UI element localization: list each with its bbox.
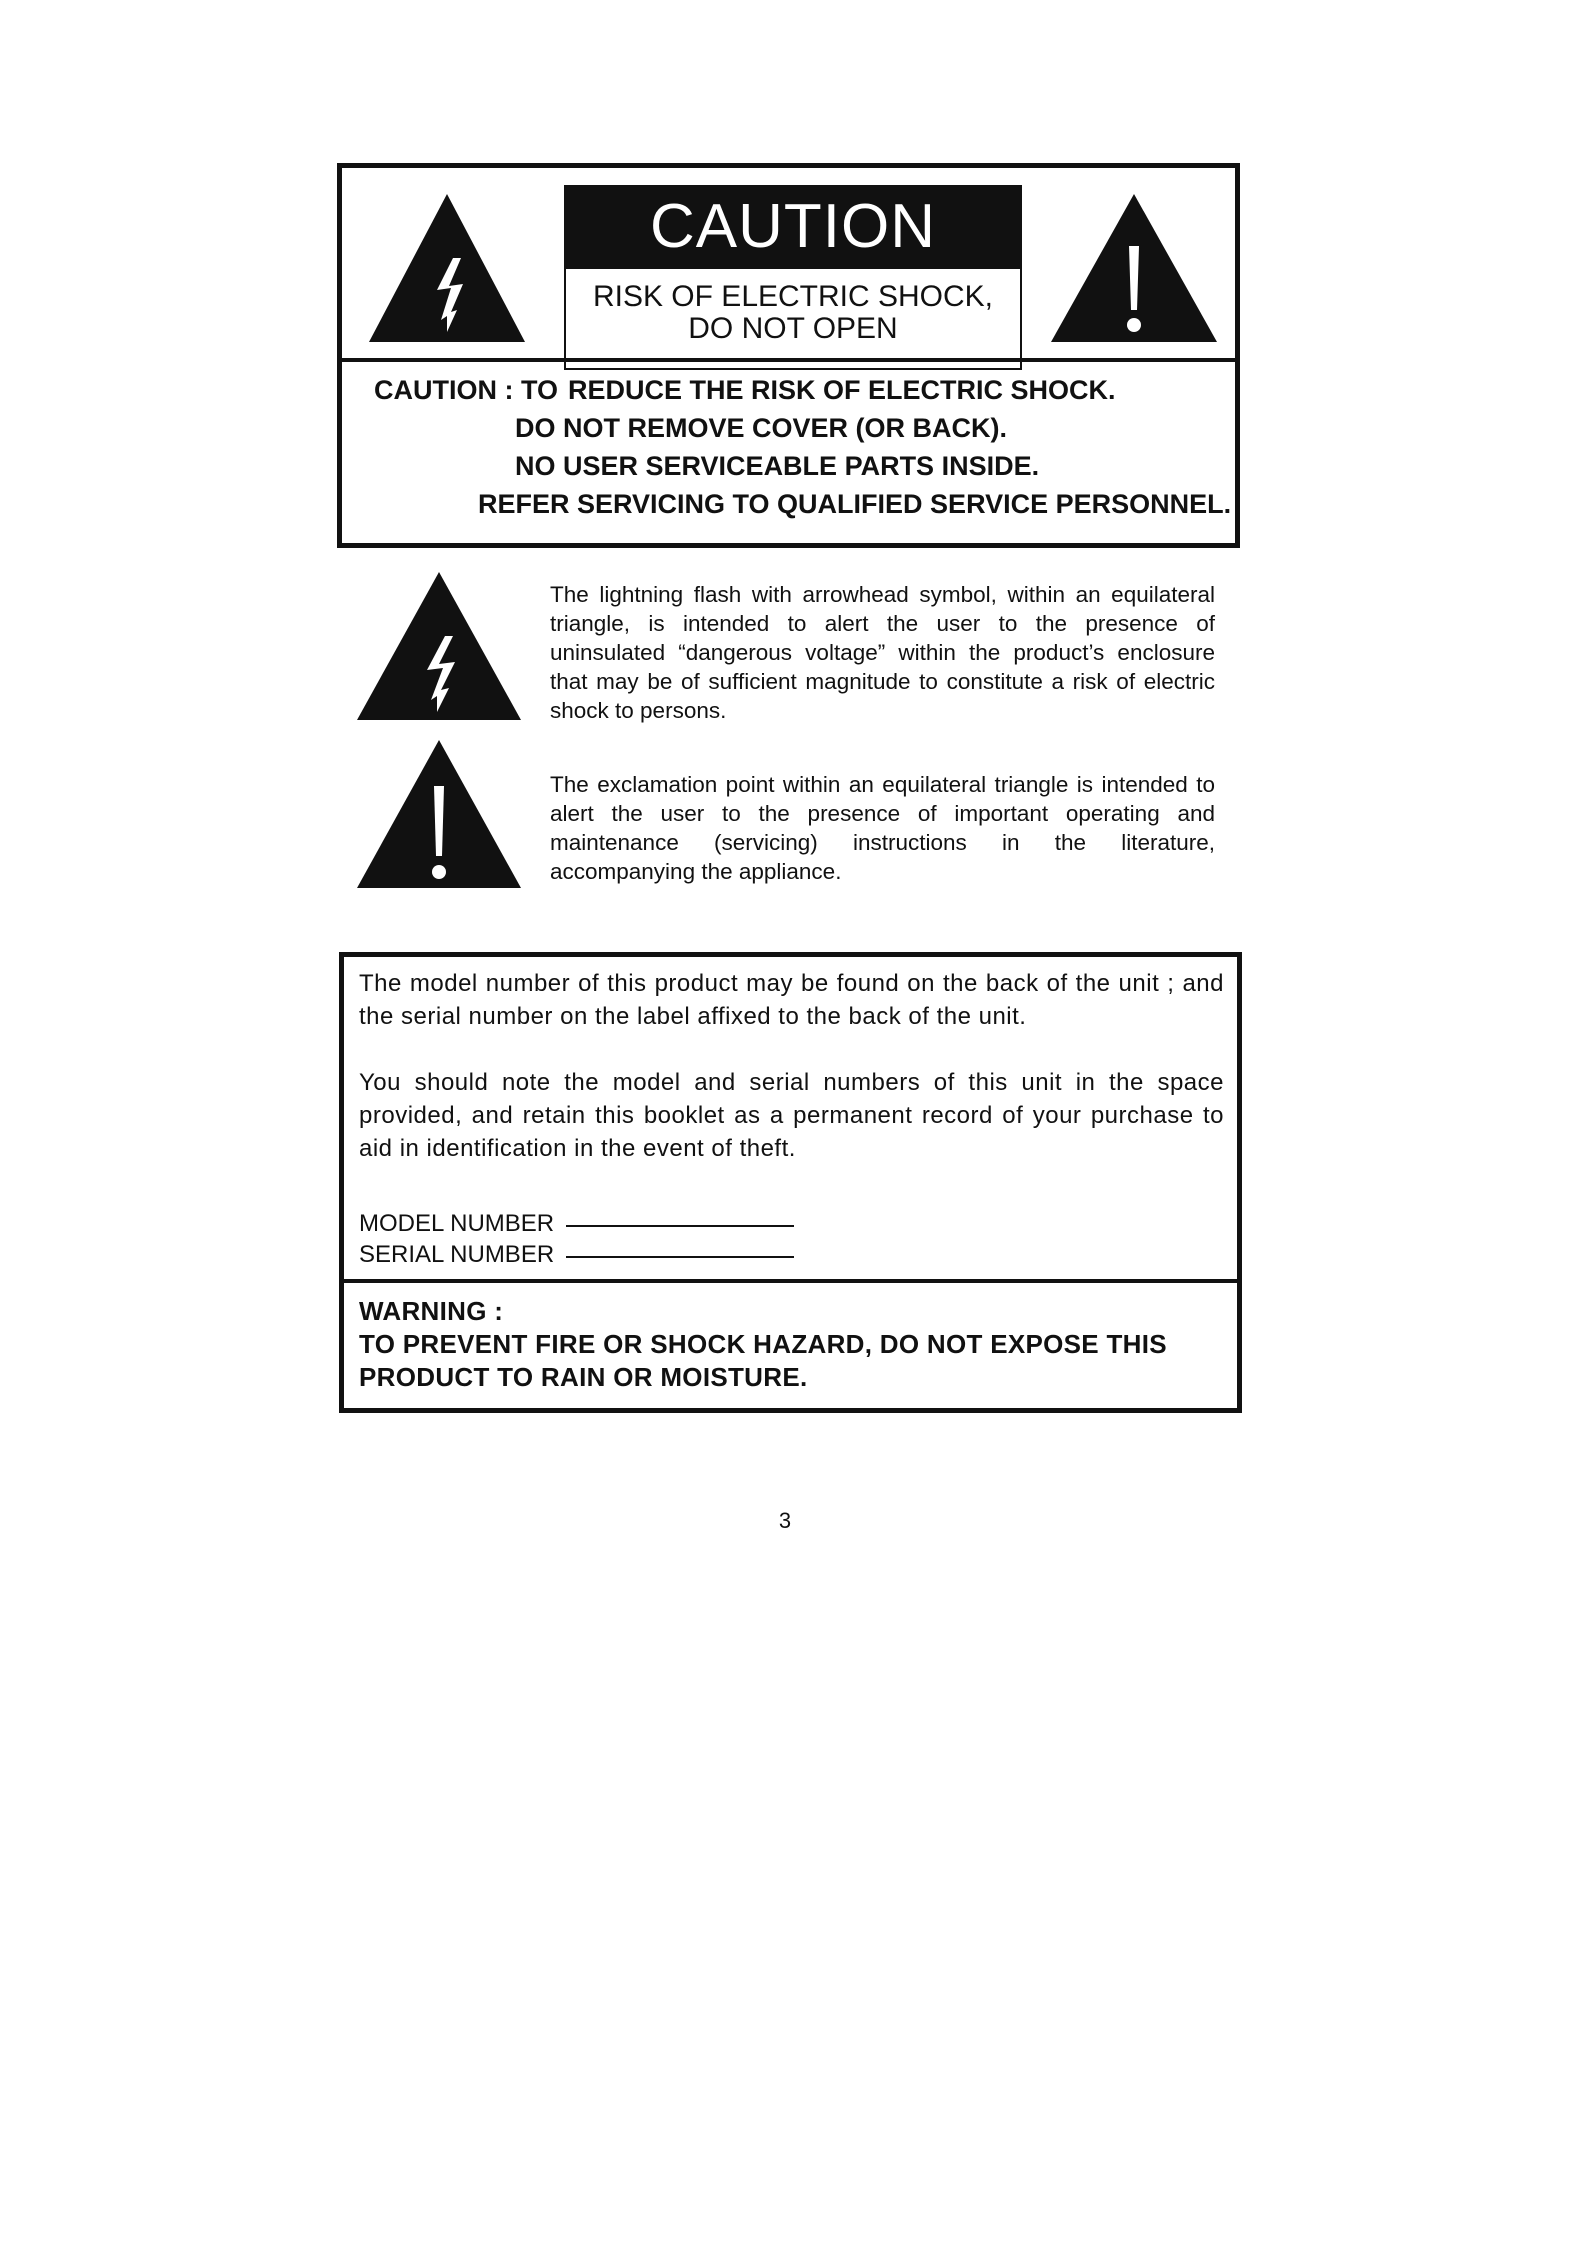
model-info-box xyxy=(339,952,1242,1413)
model-number-field xyxy=(359,1209,794,1239)
caution-line-3: NO USER SERVICEABLE PARTS INSIDE. xyxy=(515,451,1040,481)
caution-subtitle xyxy=(564,269,1022,370)
caution-line-4: REFER SERVICING TO QUALIFIED SERVICE PERSONNEL. xyxy=(478,489,1232,519)
caution-line-2: DO NOT REMOVE COVER (OR BACK). xyxy=(515,413,1008,443)
serial-number-field xyxy=(359,1240,794,1270)
serial-number-label: SERIAL NUMBER xyxy=(359,1241,555,1268)
lightning-triangle-icon xyxy=(367,192,527,344)
caution-label: CAUTION : TO xyxy=(374,375,558,405)
exclamation-triangle-icon xyxy=(355,738,523,890)
record-keeping-paragraph: You should note the model and serial numbers of this unit in the space provided, and retain this booklet as a permanent record of your purchase to aid in identification in the event of theft. xyxy=(359,1069,1224,1162)
model-location-paragraph: The model number of this product may be found on the back of the unit ; and the serial number on the label affixed to the back of the unit. xyxy=(359,970,1224,1030)
warning-label: WARNING : xyxy=(359,1296,504,1326)
caution-divider xyxy=(342,358,1235,362)
caution-box xyxy=(337,163,1240,548)
warning-text: TO PREVENT FIRE OR SHOCK HAZARD, DO NOT EXPOSE THIS PRODUCT TO RAIN OR MOISTURE. xyxy=(359,1329,1167,1392)
caution-sign xyxy=(564,185,1022,370)
page-number: 3 xyxy=(778,1508,792,1533)
caution-subtitle-line2: DO NOT OPEN xyxy=(688,312,898,345)
model-number-label: MODEL NUMBER xyxy=(359,1210,555,1237)
caution-title: CAUTION xyxy=(564,185,1022,269)
exclamation-symbol-description: The exclamation point within an equilateral triangle is intended to alert the user to the presence of important operating and maintenance (servicing) instructions in the literature, accompanying the appliance. xyxy=(550,772,1215,884)
exclamation-triangle-icon xyxy=(1049,192,1219,344)
caution-line-1: REDUCE THE RISK OF ELECTRIC SHOCK. xyxy=(568,375,1116,405)
warning-divider xyxy=(344,1279,1237,1283)
lightning-triangle-icon xyxy=(355,570,523,722)
model-number-blank xyxy=(566,1225,794,1227)
caution-subtitle-line1: RISK OF ELECTRIC SHOCK, xyxy=(592,280,994,313)
serial-number-blank xyxy=(566,1256,794,1258)
lightning-symbol-description: The lightning flash with arrowhead symbol, within an equilateral triangle, is intended to alert the user to the presence of uninsulated “dangerous voltage” within the product’s enclosure that may be of sufficient magnitude to constitute a risk of electric shock to persons. xyxy=(550,582,1215,723)
